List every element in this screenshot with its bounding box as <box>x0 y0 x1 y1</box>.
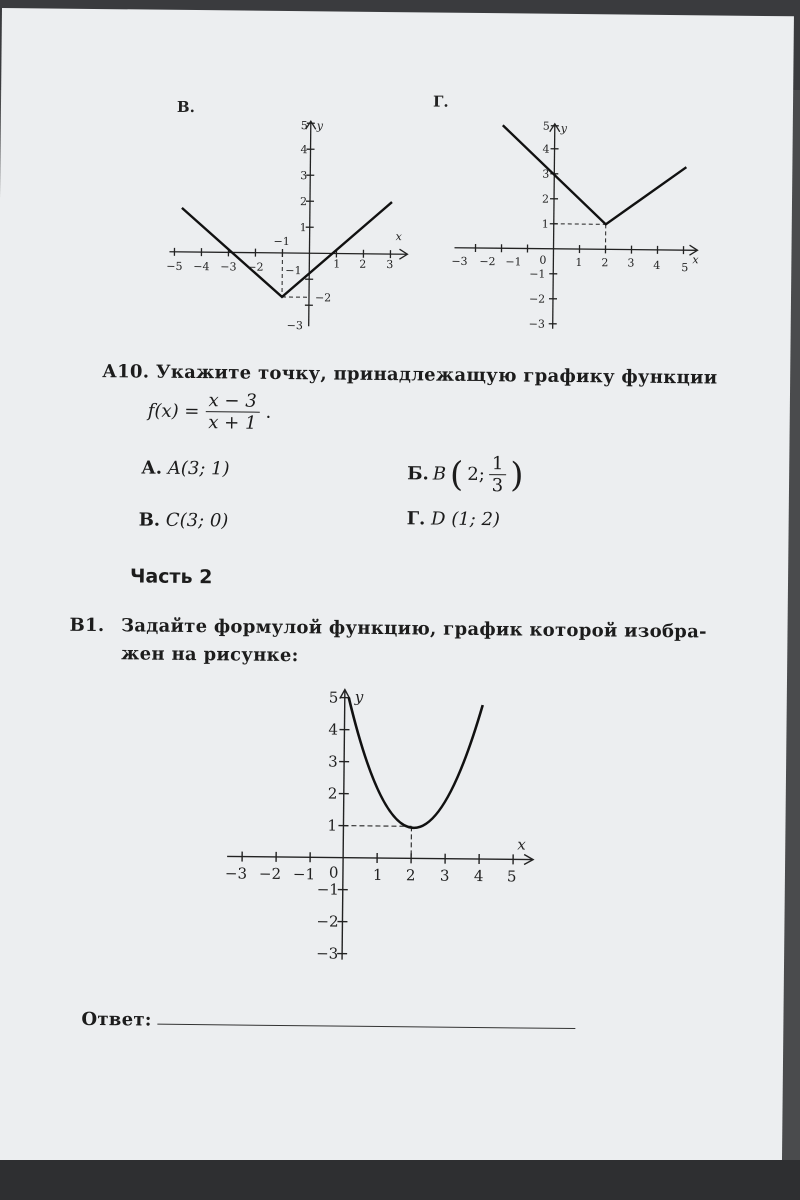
graph-b1-ytick-label: −3 <box>316 944 339 963</box>
graph-g-xtick-label: −1 <box>505 255 522 269</box>
question-b1-line2: жен на рисунке: <box>121 643 299 667</box>
graph-g-curve <box>502 125 687 225</box>
graph-g-ytick-label: −2 <box>528 292 546 306</box>
graph-g-ytick-label: 4 <box>542 142 550 156</box>
option-v-letter: В. <box>138 509 161 531</box>
graph-g-ytick-label: 3 <box>542 167 550 181</box>
graph-g <box>449 113 711 346</box>
graph-b-x-axis <box>169 252 407 254</box>
graph-b1-x-ticks <box>242 852 513 865</box>
graph-b1-xtick-label: 0 <box>328 863 339 882</box>
formula-fraction <box>205 390 260 434</box>
graph-b1-ytick-label: 5 <box>328 688 339 707</box>
graph-g-ytick-label: 1 <box>541 217 549 231</box>
graph-g-x-label: x <box>692 253 699 267</box>
graph-b1-parabola <box>347 698 482 829</box>
option-b-first: 2; <box>467 463 485 486</box>
question-a10-line <box>102 361 717 388</box>
graph-b-xtick-label: −1 <box>273 234 290 249</box>
question-a10-formula <box>148 390 272 434</box>
option-a-letter: А. <box>141 457 163 479</box>
question-b1-text: Задайте формулой функцию, график которой изобра- <box>120 615 707 643</box>
graph-g-label: Г. <box>432 92 449 111</box>
graph-g-xtick-label: 4 <box>653 258 661 272</box>
option-v-value: C(3; 0) <box>165 509 229 532</box>
graph-b-ytick-label: 5 <box>300 119 308 133</box>
graph-g-xtick-label: 0 <box>539 253 547 267</box>
graph-g-xtick-label: −3 <box>451 254 468 268</box>
question-a10-text: Укажите точку, принадлежащую графику функции <box>155 361 718 389</box>
graph-g-y-label: y <box>560 121 568 135</box>
graph-b1-ytick-label: 1 <box>327 816 338 835</box>
graph-b1-xtick-label: 3 <box>439 866 450 885</box>
graph-b1-xtick-label: −2 <box>258 864 282 883</box>
graph-g-x-ticks <box>475 244 683 254</box>
graph-g-x-axis <box>455 248 698 251</box>
graph-b1-dash-h <box>343 826 411 827</box>
formula-period: . <box>265 401 272 423</box>
graph-b1-xtick-label: 1 <box>372 865 383 885</box>
question-a10-number: А10. <box>102 361 150 383</box>
graph-b1-ytick-label: 3 <box>328 752 338 771</box>
graph-b-y-axis <box>309 121 311 326</box>
graph-g-dash-h <box>554 224 606 225</box>
graph-g-xtick-label: 2 <box>601 256 609 270</box>
graph-b1-x-axis <box>227 856 533 859</box>
option-b-fraction <box>489 453 507 496</box>
option-a <box>141 457 230 479</box>
graph-b-ytick-label: 2 <box>299 195 308 209</box>
graph-b-ytick-label: 3 <box>300 169 308 183</box>
formula-numerator: x − 3 <box>205 390 259 413</box>
graph-b-ytick-label: 4 <box>300 143 308 157</box>
option-a-value: A(3; 1) <box>167 457 230 480</box>
option-b-paren-close: ) <box>510 454 524 495</box>
graph-g-ytick-label: −3 <box>528 317 546 331</box>
graph-b-xtick-label: −1 <box>285 263 302 278</box>
option-b-denominator: 3 <box>491 475 504 497</box>
graph-b-curve <box>181 200 392 298</box>
graph-g-ytick-label: 2 <box>541 192 550 206</box>
option-b-letter: Б. <box>407 463 429 485</box>
graph-b1-ytick-label: −1 <box>316 880 340 899</box>
option-g-value: D (1; 2) <box>430 508 501 531</box>
graph-b-ytick-label: 1 <box>299 221 307 235</box>
question-b1-line1 <box>69 615 707 643</box>
graph-g-y-axis <box>553 124 555 329</box>
graph-b-ytick-label: −3 <box>286 318 303 333</box>
graph-g-ytick-label: 5 <box>542 119 550 133</box>
formula-lhs: f(x) = <box>147 400 200 423</box>
graph-b-y-label: y <box>316 119 324 133</box>
part2-title: Часть 2 <box>129 565 213 589</box>
graph-b1-ytick-label: 2 <box>327 784 338 803</box>
graph-b-xtick-label: 1 <box>333 257 341 271</box>
graph-b1-xtick-label: 5 <box>506 867 517 886</box>
answer-label: Ответ: <box>81 1008 152 1031</box>
graph-b-xtick-label: −2 <box>247 260 264 274</box>
workbook-page <box>0 8 794 1176</box>
graph-g-xtick-label: 1 <box>575 256 583 270</box>
graph-g-xtick-label: 3 <box>627 256 635 270</box>
graph-b-xtick-label: −3 <box>220 260 237 274</box>
graph-b1-xtick-label: −3 <box>224 864 248 883</box>
graph-b1-y-label: y <box>354 687 364 706</box>
answer-line[interactable] <box>157 1024 575 1029</box>
graph-g-xtick-label: 5 <box>681 261 689 275</box>
option-b-numerator: 1 <box>489 453 507 475</box>
graph-b-x-label: x <box>395 230 402 244</box>
graph-b-ytick-label: −2 <box>314 291 332 305</box>
table-edge <box>0 1160 800 1200</box>
option-v <box>139 509 229 531</box>
question-b1-number: В1. <box>69 614 105 637</box>
graph-b1 <box>212 678 545 981</box>
option-b <box>407 452 524 496</box>
graph-b-label: В. <box>176 97 195 117</box>
graph-b-xtick-label: 2 <box>359 257 367 271</box>
graph-b <box>159 110 421 343</box>
graph-b-xtick-label: −4 <box>193 260 210 274</box>
graph-b1-xtick-label: 4 <box>473 866 484 886</box>
graph-g-ytick-label: −1 <box>529 267 546 281</box>
graph-b1-xtick-label: 2 <box>405 866 416 885</box>
option-g-letter: Г. <box>406 508 426 530</box>
graph-b1-x-label: x <box>517 835 526 854</box>
option-b-paren-open: ( <box>449 454 464 495</box>
graph-b-xtick-label: −5 <box>166 259 183 273</box>
option-b-point: B <box>432 463 447 485</box>
graph-b1-ytick-label: −2 <box>316 912 339 931</box>
graph-g-xtick-label: −2 <box>479 255 496 269</box>
formula-denominator: x + 1 <box>208 412 257 434</box>
option-g <box>407 508 501 530</box>
graph-b1-ytick-label: 4 <box>328 720 339 739</box>
graph-b1-xtick-label: −1 <box>292 865 316 884</box>
graph-b-xtick-label: 3 <box>386 258 394 272</box>
